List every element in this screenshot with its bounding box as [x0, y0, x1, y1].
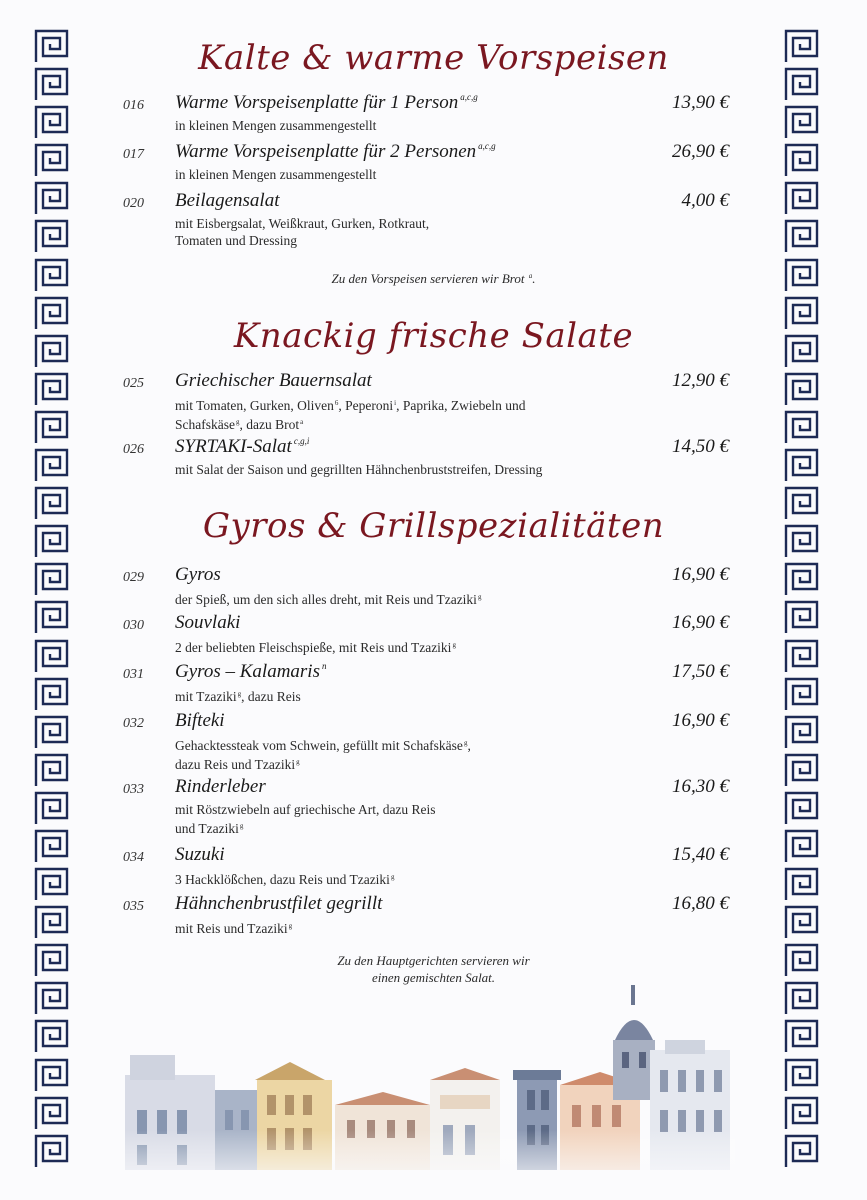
greek-key-meander-icon [783, 561, 821, 598]
greek-key-meander-icon [33, 828, 71, 865]
greek-key-meander-icon [33, 714, 71, 751]
greek-key-meander-icon [33, 1133, 71, 1170]
item-number: 032 [123, 716, 144, 731]
item-description: mit Reis und Tzaziki$^g$ [175, 921, 293, 936]
item-description: der Spieß, um den sich alles dreht, mit Reis und Tzaziki$^g$ [175, 592, 482, 607]
greek-key-meander-icon [783, 1018, 821, 1055]
greek-key-meander-icon [33, 104, 71, 141]
item-description: mit Tzaziki$^g$, dazu Reis [175, 689, 301, 704]
greek-key-meander-icon [783, 714, 821, 751]
greek-key-meander-icon [783, 638, 821, 675]
greek-key-meander-icon [33, 638, 71, 675]
greek-key-meander-icon [33, 1095, 71, 1132]
greek-key-meander-icon [783, 447, 821, 484]
section-title-gyros: Gyros & Grillspezialitäten [202, 506, 665, 546]
item-price: 17,50 € [672, 661, 729, 682]
greek-key-meander-icon [33, 180, 71, 217]
greek-key-meander-icon [783, 676, 821, 713]
greek-key-meander-icon [33, 1057, 71, 1094]
greek-key-meander-icon [33, 599, 71, 636]
item-number: 020 [123, 196, 144, 211]
greek-key-meander-icon [783, 866, 821, 903]
greek-key-meander-icon [783, 218, 821, 255]
item-price: 16,90 € [672, 564, 729, 585]
greek-key-meander-icon [33, 676, 71, 713]
item-price: 4,00 € [681, 190, 729, 211]
greek-key-meander-icon [33, 752, 71, 789]
item-number: 034 [123, 850, 144, 865]
item-number: 017 [123, 147, 144, 162]
greek-key-meander-icon [783, 599, 821, 636]
item-number: 016 [123, 98, 144, 113]
item-price: 14,50 € [672, 436, 729, 457]
item-price: 26,90 € [672, 141, 729, 162]
item-number: 035 [123, 899, 144, 914]
item-description: mit Tomaten, Gurken, Oliven$^6$, Peperoni$^i$, Paprika, Zwiebeln und Schafskäse$^g$, dazu Brot$^a$ [175, 398, 526, 432]
greek-key-meander-icon [33, 561, 71, 598]
item-name: Gyros – Kalamaris $^n$ [175, 661, 327, 682]
item-description: 3 Hackklößchen, dazu Reis und Tzaziki$^g$ [175, 872, 395, 887]
item-number: 025 [123, 376, 144, 391]
item-name: Rinderleber [175, 776, 266, 797]
greek-key-meander-icon [783, 1095, 821, 1132]
item-price: 15,40 € [672, 844, 729, 865]
section-title-vorspeisen: Kalte & warme Vorspeisen [198, 38, 669, 78]
item-price: 12,90 € [672, 370, 729, 391]
greek-key-meander-icon [783, 371, 821, 408]
greek-key-border-left [33, 28, 71, 1170]
item-price: 16,90 € [672, 612, 729, 633]
greek-key-meander-icon [783, 409, 821, 446]
item-number: 031 [123, 667, 144, 682]
item-description: mit Salat der Saison und gegrillten Hähnchenbruststreifen, Dressing [175, 462, 543, 477]
item-price: 16,90 € [672, 710, 729, 731]
greek-key-meander-icon [33, 904, 71, 941]
item-name: Bifteki [175, 710, 225, 731]
greek-key-meander-icon [783, 828, 821, 865]
greek-key-border-right [783, 28, 821, 1170]
greek-key-meander-icon [33, 1018, 71, 1055]
item-description: in kleinen Mengen zusammengestellt [175, 118, 377, 133]
section-title-salate: Knackig frische Salate [233, 316, 634, 356]
item-price: 16,80 € [672, 893, 729, 914]
greek-key-meander-icon [33, 866, 71, 903]
section-note: Zu den Hauptgerichten servieren wir einen gemischten Salat. [337, 953, 530, 985]
greek-key-meander-icon [783, 790, 821, 827]
item-description: Gehacktessteak vom Schwein, gefüllt mit Schafskäse$^g$, dazu Reis und Tzaziki$^g$ [175, 738, 471, 772]
greek-key-meander-icon [783, 1057, 821, 1094]
greek-key-meander-icon [33, 447, 71, 484]
item-name: Suzuki [175, 844, 225, 865]
greek-key-meander-icon [783, 180, 821, 217]
item-name: Beilagensalat [175, 190, 280, 211]
item-name: Warme Vorspeisenplatte für 2 Personen $^{a,c,g}$ [175, 141, 496, 162]
item-name: Souvlaki [175, 612, 241, 633]
item-description: mit Eisbergsalat, Weißkraut, Gurken, Rotkraut, Tomaten und Dressing [175, 216, 430, 248]
item-name: Griechischer Bauernsalat [175, 370, 372, 391]
mediterranean-town-illustration [125, 980, 735, 1170]
item-price: 16,30 € [672, 776, 729, 797]
item-name: Gyros [175, 564, 221, 585]
item-description: in kleinen Mengen zusammengestellt [175, 167, 377, 182]
item-name: Warme Vorspeisenplatte für 1 Person $^{a,c,g}$ [175, 92, 478, 113]
item-description: mit Röstzwiebeln auf griechische Art, dazu Reis und Tzaziki$^g$ [175, 802, 436, 836]
item-price: 13,90 € [672, 92, 729, 113]
greek-key-meander-icon [33, 371, 71, 408]
greek-key-meander-icon [783, 752, 821, 789]
item-number: 026 [123, 442, 144, 457]
greek-key-meander-icon [783, 904, 821, 941]
item-name: SYRTAKI-Salat $^{c,g,i}$ [175, 436, 310, 457]
greek-key-meander-icon [33, 409, 71, 446]
greek-key-meander-icon [33, 218, 71, 255]
item-name: Hähnchenbrustfilet gegrillt [175, 893, 383, 914]
item-description: 2 der beliebten Fleischspieße, mit Reis und Tzaziki$^g$ [175, 640, 456, 655]
item-number: 029 [123, 570, 144, 585]
greek-key-meander-icon [783, 142, 821, 179]
item-number: 030 [123, 618, 144, 633]
item-number: 033 [123, 782, 144, 797]
greek-key-meander-icon [33, 790, 71, 827]
greek-key-meander-icon [783, 1133, 821, 1170]
greek-key-meander-icon [33, 142, 71, 179]
greek-key-meander-icon [783, 104, 821, 141]
section-note: Zu den Vorspeisen servieren wir Brot $^a$. [331, 271, 536, 286]
